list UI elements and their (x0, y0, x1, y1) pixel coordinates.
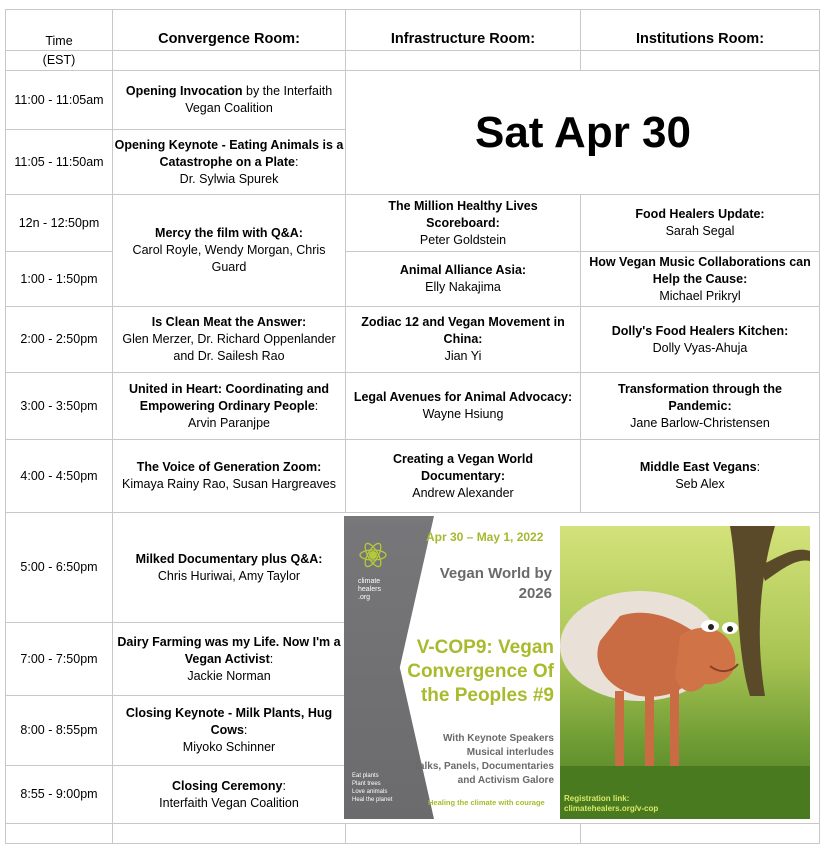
time-slot: 1:00 - 1:50pm (20, 271, 98, 286)
session-infrastructure (350, 373, 576, 439)
session-title: How Vegan Music Collaborations can Help the Cause: (589, 254, 811, 286)
session-speakers: Jackie Norman (187, 668, 271, 683)
session-convergence (114, 307, 344, 372)
session-speakers: Jian Yi (444, 349, 482, 363)
header-infrastructure-room: Infrastructure Room: (390, 30, 536, 47)
header-time: Time (45, 33, 73, 48)
row-divider (5, 50, 820, 51)
poster-vcop-title: V-COP9: Vegan Convergence Of the Peoples #9 (407, 637, 554, 706)
tagline-line: Plant trees (352, 781, 381, 787)
session-speakers: Chris Huriwai, Amy Taylor (157, 568, 301, 583)
session-institutions (585, 307, 815, 372)
cow-icon (560, 526, 810, 819)
session-title: Animal Alliance Asia: (399, 263, 527, 277)
session-speakers: Dr. Sylwia Spurek (179, 171, 279, 186)
session-convergence (114, 696, 344, 765)
session-convergence (114, 440, 344, 512)
session-convergence (114, 373, 344, 439)
header-convergence-room: Convergence Room: (158, 30, 300, 47)
registration-link[interactable]: climatehealers.org/v-cop (564, 804, 659, 813)
registration-info (564, 794, 658, 814)
session-institutions (585, 195, 815, 251)
session-title-rest: : (756, 460, 761, 474)
row-divider (5, 9, 820, 10)
session-convergence (114, 130, 344, 194)
session-title: Closing Keynote - Milk Plants, Hug Cows (125, 706, 333, 737)
feature-line: Musical interludes (466, 747, 554, 758)
feature-line: and Activism Galore (457, 775, 554, 786)
time-slot: 2:00 - 2:50pm (20, 332, 98, 346)
session-speakers: Arvin Paranjpe (188, 415, 270, 430)
session-title: Milked Documentary plus Q&A: (135, 551, 323, 566)
session-title: Transformation through the Pandemic: (618, 381, 782, 413)
session-speakers: Vegan Coalition (185, 101, 273, 115)
session-speakers: Michael Prikryl (659, 288, 741, 303)
session-title-rest: : (269, 651, 274, 666)
session-infrastructure (350, 440, 576, 512)
session-institutions (585, 440, 815, 512)
event-poster (344, 516, 810, 819)
registration-label: Registration link: (564, 794, 630, 803)
session-title: Dolly's Food Healers Kitchen: (611, 323, 789, 338)
session-speakers: Glen Merzer, Dr. Richard Oppenlander and Dr. Sailesh Rao (122, 332, 336, 363)
poster-healing-tagline: Healing the climate with courage (428, 798, 545, 807)
session-title: Food Healers Update: (635, 207, 765, 221)
col-divider (345, 194, 346, 512)
climate-healers-logo-icon (358, 540, 388, 570)
session-title: Mercy the film with Q&A: (155, 226, 303, 240)
session-title: Zodiac 12 and Vegan Movement in China: (361, 315, 565, 346)
session-convergence (114, 623, 344, 695)
session-speakers: Miyoko Schinner (182, 740, 276, 754)
session-speakers: Wayne Hsiung (422, 407, 504, 421)
time-slot: 7:00 - 7:50pm (20, 651, 98, 666)
session-title: Opening Keynote - Eating Animals is a Catastrophe on a Plate (114, 137, 344, 169)
session-speakers: Jane Barlow-Christensen (630, 415, 770, 430)
session-infrastructure (350, 307, 576, 372)
header-institutions-room: Institutions Room: (635, 30, 765, 47)
feature-line: With Keynote Speakers (442, 733, 554, 744)
session-title: Closing Ceremony (172, 778, 283, 793)
time-slot: 12n - 12:50pm (18, 215, 100, 230)
session-title: United in Heart: Coordinating and Empowering Ordinary People (129, 381, 329, 413)
time-slot: 5:00 - 6:50pm (20, 560, 98, 574)
session-speakers: Seb Alex (675, 477, 725, 491)
session-title: Dairy Farming was my Life. Now I'm a Vegan Activist (117, 634, 341, 666)
session-speakers: Andrew Alexander (412, 485, 514, 500)
row-divider (5, 843, 820, 844)
tagline-line: Heal the planet (352, 797, 393, 803)
session-infrastructure (350, 252, 576, 306)
session-speakers: Peter Goldstein (419, 232, 507, 247)
session-title-rest: by the Interfaith (242, 84, 333, 98)
logo-text: climate healers .org (358, 578, 381, 601)
poster-features (404, 732, 554, 788)
time-slot: 8:55 - 9:00pm (20, 787, 98, 801)
poster-dates: Apr 30 – May 1, 2022 (426, 530, 544, 544)
col-divider (580, 823, 581, 844)
session-speakers: Kimaya Rainy Rao, Susan Hargreaves (122, 477, 336, 491)
time-slot: 11:05 - 11:50am (14, 154, 104, 169)
date-banner: Sat Apr 30 (474, 108, 691, 157)
session-title: Opening Invocation (125, 84, 243, 98)
session-title: Creating a Vegan World Documentary: (392, 451, 534, 483)
session-title: The Million Healthy Lives Scoreboard: (388, 198, 538, 230)
session-convergence (114, 195, 344, 306)
time-slot: 8:00 - 8:55pm (20, 723, 98, 737)
poster-tagline (352, 772, 392, 804)
session-infrastructure (350, 195, 576, 251)
header-time-zone: (EST) (42, 53, 76, 67)
session-title: Legal Avenues for Animal Advocacy: (353, 390, 573, 404)
session-title-rest: : (314, 398, 319, 413)
time-slot: 3:00 - 3:50pm (20, 398, 98, 413)
session-title: The Voice of Generation Zoom: (136, 460, 322, 474)
row-divider (5, 823, 820, 824)
session-title-rest: : (282, 778, 286, 793)
session-title-rest: : (294, 154, 299, 169)
col-divider (345, 823, 346, 844)
session-institutions (585, 252, 815, 306)
col-divider (112, 9, 113, 844)
poster-vegan-world: Vegan World by 2026 (439, 565, 552, 602)
time-slot: 11:00 - 11:05am (14, 92, 104, 107)
feature-line: Talks, Panels, Documentaries (413, 761, 554, 772)
session-title: Middle East Vegans (639, 460, 757, 474)
time-slot: 4:00 - 4:50pm (20, 468, 98, 483)
session-institutions (585, 373, 815, 439)
col-divider (580, 194, 581, 512)
session-speakers: Elly Nakajima (425, 280, 501, 294)
session-speakers: Dolly Vyas-Ahuja (652, 340, 748, 355)
session-speakers: Sarah Segal (665, 224, 735, 238)
session-convergence (114, 71, 344, 129)
tagline-line: Eat plants (352, 773, 379, 779)
session-convergence (114, 513, 344, 622)
session-title-rest: : (243, 723, 248, 737)
tagline-line: Love animals (352, 789, 388, 795)
cow-illustration (560, 526, 810, 819)
session-title: Is Clean Meat the Answer: (151, 315, 307, 329)
session-speakers: Carol Royle, Wendy Morgan, Chris Guard (132, 243, 326, 274)
session-speakers: Interfaith Vegan Coalition (159, 795, 299, 810)
session-convergence (114, 766, 344, 823)
